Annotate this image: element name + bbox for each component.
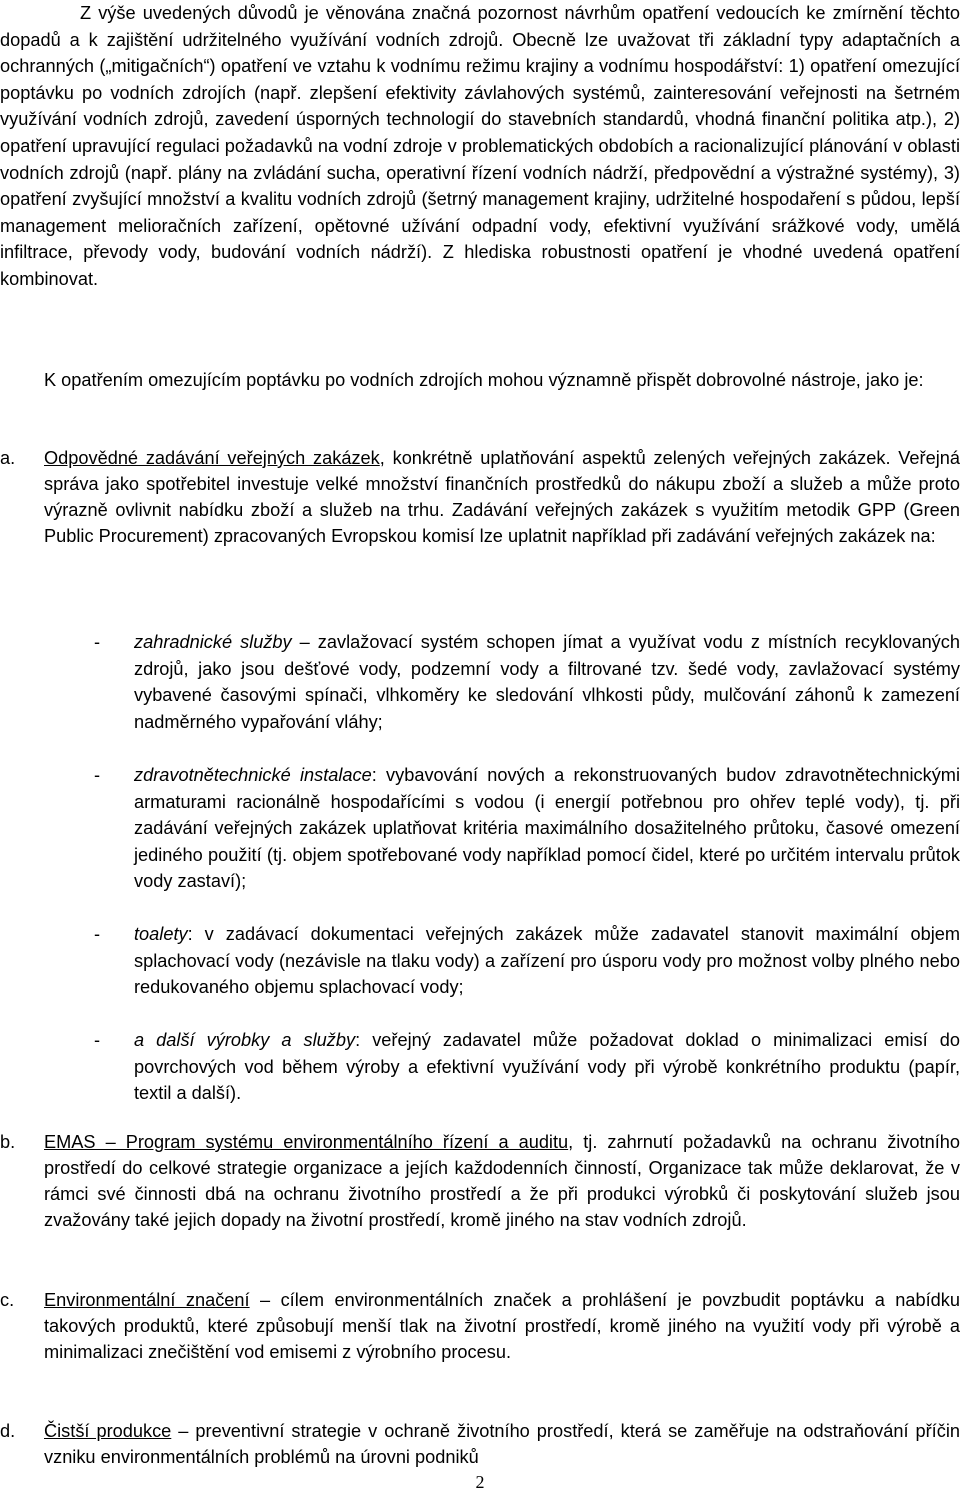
list-item-body [44,1287,960,1365]
list-item-text: – cílem environmentálních značek a prohlášení je povzbudit poptávku a nabídku takových produktů, které způsobují menší tlak na životní prostředí, kromě jiného na využití vody při výrobě a minimalizaci znečištění vod emisemi z výrobního procesu. [44,1290,960,1362]
list-item-body [44,445,960,549]
sub-item-text: : v zadávací dokumentaci veřejných zakázek může zadavatel stanovit maximální objem splachovací vody (nezávisle na tlaku vody) a zařízení pro úsporu vody pro možnost volby plného nebo redukovaného objemu splachovací vody; [134,924,960,997]
list-marker: c. [0,1290,15,1310]
sub-item-body [134,629,960,735]
sub-item-dash: - [94,924,101,944]
list-item-text: , konkrétně uplatňování aspektů zelených veřejných zakázek. Veřejná správa jako spotřebitel investuje velké množství finančních prostředků do nákupu zboží a služeb a může proto výrazně ovlivnit nabídku zboží a služeb na trhu. Zadávání veřejných zakázek s využitím metodik GPP (Green Public Procurement) zpracovaných Evropskou komisí lze uplatnit například při zadávání veřejných zakázek na: [44,448,960,546]
list-item-body [44,1129,960,1233]
sub-item-body [134,1027,960,1107]
list-item-text: , tj. zahrnutí požadavků na ochranu životního prostředí do celkové strategie organizace a jejích každodenních činností, Organizace tak může deklarovat, že v rámci své činnosti dbá na ochranu životního prostředí a že při produkci výrobků či poskytování služeb jsou zvažovány také jejich dopady na životní prostředí, kromě jiného na stav vodních zdrojů. [44,1132,960,1230]
list-item-b [0,1129,960,1233]
lead-paragraph: K opatřením omezujícím poptávku po vodních zdrojích mohou významně přispět dobrovolné nástroje, jako je: [44,370,924,390]
list-item-title: Čistší produkce [44,1421,172,1441]
sub-item-text: – zavlažovací systém schopen jímat a využívat vodu z místních recyklovaných zdrojů, jako jsou dešťové vody, podzemní vody a filtrované tzv. šedé vody, zavlažovací systémy vybavené časovými spínači, vlhkoměry ke sledování vlhkosti půdy, mulčování záhonů k zamezení nadměrného vypařování vláhy; [134,632,960,732]
list-item-body [44,1418,960,1470]
list-item-a [0,445,960,549]
sub-item-garden-services [44,629,960,735]
sub-item-body [134,921,960,1001]
sub-item-dash: - [94,1030,101,1050]
sub-item-text: : veřejný zadavatel může požadovat doklad o minimalizaci emisí do povrchových vod během výroby a efektivní využívání vody při výrobě konkrétního produktu (papír, textil a další). [134,1030,960,1103]
sub-item-other-products [44,1027,960,1107]
sub-item-text: : vybavování nových a rekonstruovaných budov zdravotnětechnickými armaturami racionálně hospodařícími s vodou (i energií potřebnou pro ohřev teplé vody), tj. při zadávání veřejných zakázek uplatňovat kritéria maximálního dosažitelného průtoku, časové omezení jediného použití (tj. objem spotřebované vody například pomocí čidel, které po určitém intervalu průtok vody zastaví); [134,765,960,891]
sub-item-body [134,762,960,895]
sub-item-term: toalety [134,924,188,944]
list-item-title: EMAS – Program systému environmentálního řízení a auditu [44,1132,569,1152]
list-item-title: Odpovědné zadávání veřejných zakázek [44,448,380,468]
list-item-text: – preventivní strategie v ochraně životního prostředí, která se zaměřuje na odstraňování příčin vzniku environmentálních problémů na úrovni podniků [44,1421,960,1467]
sub-item-toilets [44,921,960,1001]
sub-item-term: zahradnické služby [134,632,292,652]
sub-item-dash: - [94,765,101,785]
list-item-c [0,1287,960,1365]
list-marker: b. [0,1132,16,1152]
sub-item-term: a další výrobky a služby [134,1030,356,1050]
list-marker: a. [0,448,16,468]
page-number: 2 [475,1472,485,1492]
sub-item-dash: - [94,632,101,652]
sub-item-sanitary-installations [44,762,960,895]
sub-item-term: zdravotnětechnické instalace [134,765,372,785]
list-item-d [0,1418,960,1470]
intro-paragraph: Z výše uvedených důvodů je věnována značná pozornost návrhům opatření vedoucích ke zmírnění těchto dopadů a k zajištění udržitelného využívání vodních zdrojů. Obecně lze uvažovat tři základní typy adaptačních a ochranných („mitigačních“) opatření ve vztahu k vodnímu režimu krajiny a vodnímu hospodářství: 1) opatření omezující poptávku po vodních zdrojích (např. zlepšení efektivity závlahových systémů, zainteresování veřejnosti na šetrném využívání vodních zdrojů, zavedení úsporných technologií do stavebních standardů, vhodná finanční politika atp.), 2) opatření upravující regulaci požadavků na vodní zdroje v problematických obdobích a racionalizující plánování v oblasti vodních zdrojů (např. plány na zvládání sucha, operativní řízení vodních nádrží, předpovědní a výstražné systémy), 3) opatření zvyšující množství a kvalitu vodních zdrojů (šetrný management krajiny, udržitelné hospodaření s půdou, lepší management melioračních zařízení, opětovné užívání odpadní vody, efektivní využívání srážkové vody, umělá infiltrace, převody vody, budování vodních nádrží). Z hlediska robustnosti opatření je vhodné uvedená opatření kombinovat. [0,3,960,289]
list-marker: d. [0,1421,16,1441]
list-item-title: Environmentální značení [44,1290,250,1310]
